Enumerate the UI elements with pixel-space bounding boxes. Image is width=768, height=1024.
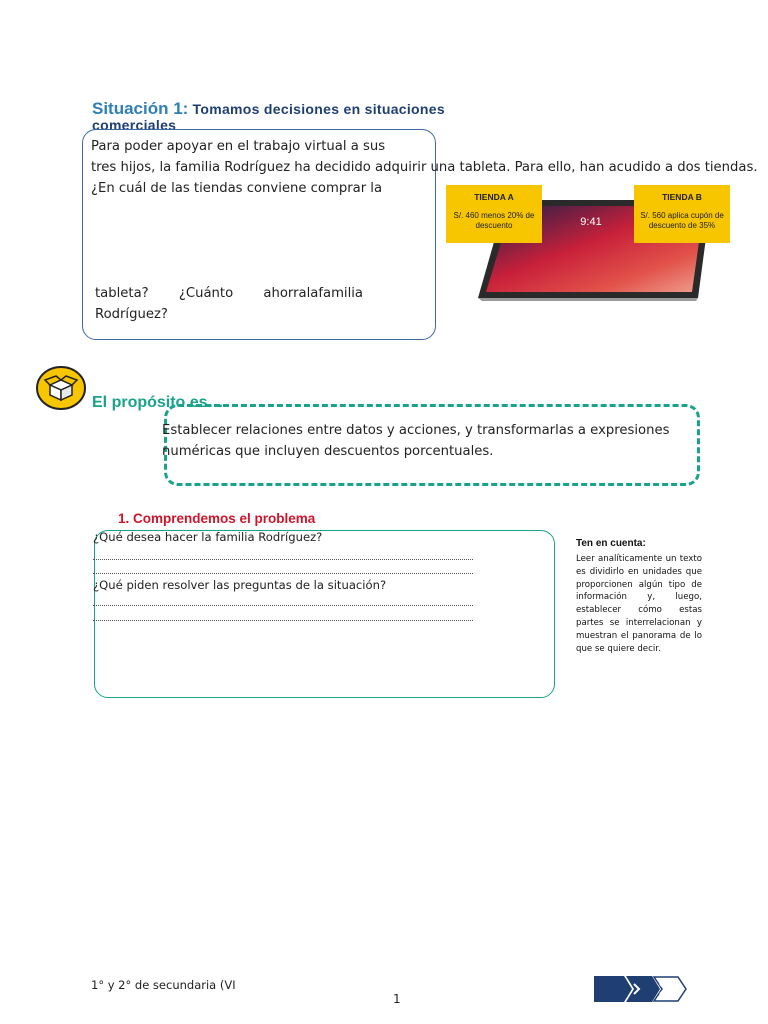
tablet-illustration	[446, 180, 736, 305]
answer-line[interactable]	[93, 605, 473, 606]
store-a-offer: S/. 460 menos 20% de descuento	[453, 211, 535, 230]
page-number: 1	[393, 992, 401, 1006]
tablet-screen-time: 9:41	[580, 216, 602, 228]
answer-line[interactable]	[93, 573, 473, 574]
answer-line[interactable]	[93, 620, 473, 621]
purpose-box-icon	[36, 366, 86, 410]
note-body: Leer analíticamente un texto es dividirlo en unidades que proporcionen algún tipo de información y, luego, establecer cómo estas partes se interrelacionan y muestran el panorama de lo que se quiere decir.	[576, 554, 702, 654]
situation-line-4	[95, 283, 363, 304]
store-a-tag	[446, 185, 542, 243]
situation-line-2: tres hijos, la familia Rodríguez ha decidido adquirir una tableta. Para ello, han acudido a dos tiendas.	[91, 160, 758, 175]
store-b-tag	[634, 185, 730, 243]
chevron-arrows-icon	[594, 976, 688, 1002]
store-b-offer: S/. 560 aplica cupón de descuento de 35%	[640, 211, 724, 230]
situation-line-3: ¿En cuál de las tiendas conviene comprar la	[91, 181, 383, 196]
purpose-title: El propósito es…	[92, 394, 224, 411]
situation-word: ahorralafamilia	[263, 286, 363, 301]
purpose-text: Establecer relaciones entre datos y acciones, y transformarlas a expresiones numéricas que incluyen descuentos porcentuales.	[162, 423, 670, 459]
note-title: Ten en cuenta:	[576, 538, 646, 549]
situation-line-1: Para poder apoyar en el trabajo virtual a sus	[91, 139, 386, 154]
situation-word: tableta?	[95, 286, 149, 301]
question-1: ¿Qué desea hacer la familia Rodríguez?	[93, 530, 323, 544]
situation-heading-text: Tomamos decisiones en situaciones comerciales	[92, 101, 445, 133]
situation-word: ¿Cuánto	[178, 286, 234, 301]
answer-line[interactable]	[93, 559, 473, 560]
section-title: 1. Comprendemos el problema	[118, 511, 316, 526]
store-a-name: TIENDA A	[474, 192, 514, 202]
store-b-name: TIENDA B	[662, 192, 702, 202]
situation-line-5: Rodríguez?	[95, 307, 168, 322]
question-2: ¿Qué piden resolver las preguntas de la situación?	[93, 578, 387, 592]
footer-grade-text: 1° y 2° de secundaria (VI	[91, 978, 236, 992]
situation-label: Situación 1:	[92, 99, 189, 118]
answer-box	[94, 530, 555, 698]
